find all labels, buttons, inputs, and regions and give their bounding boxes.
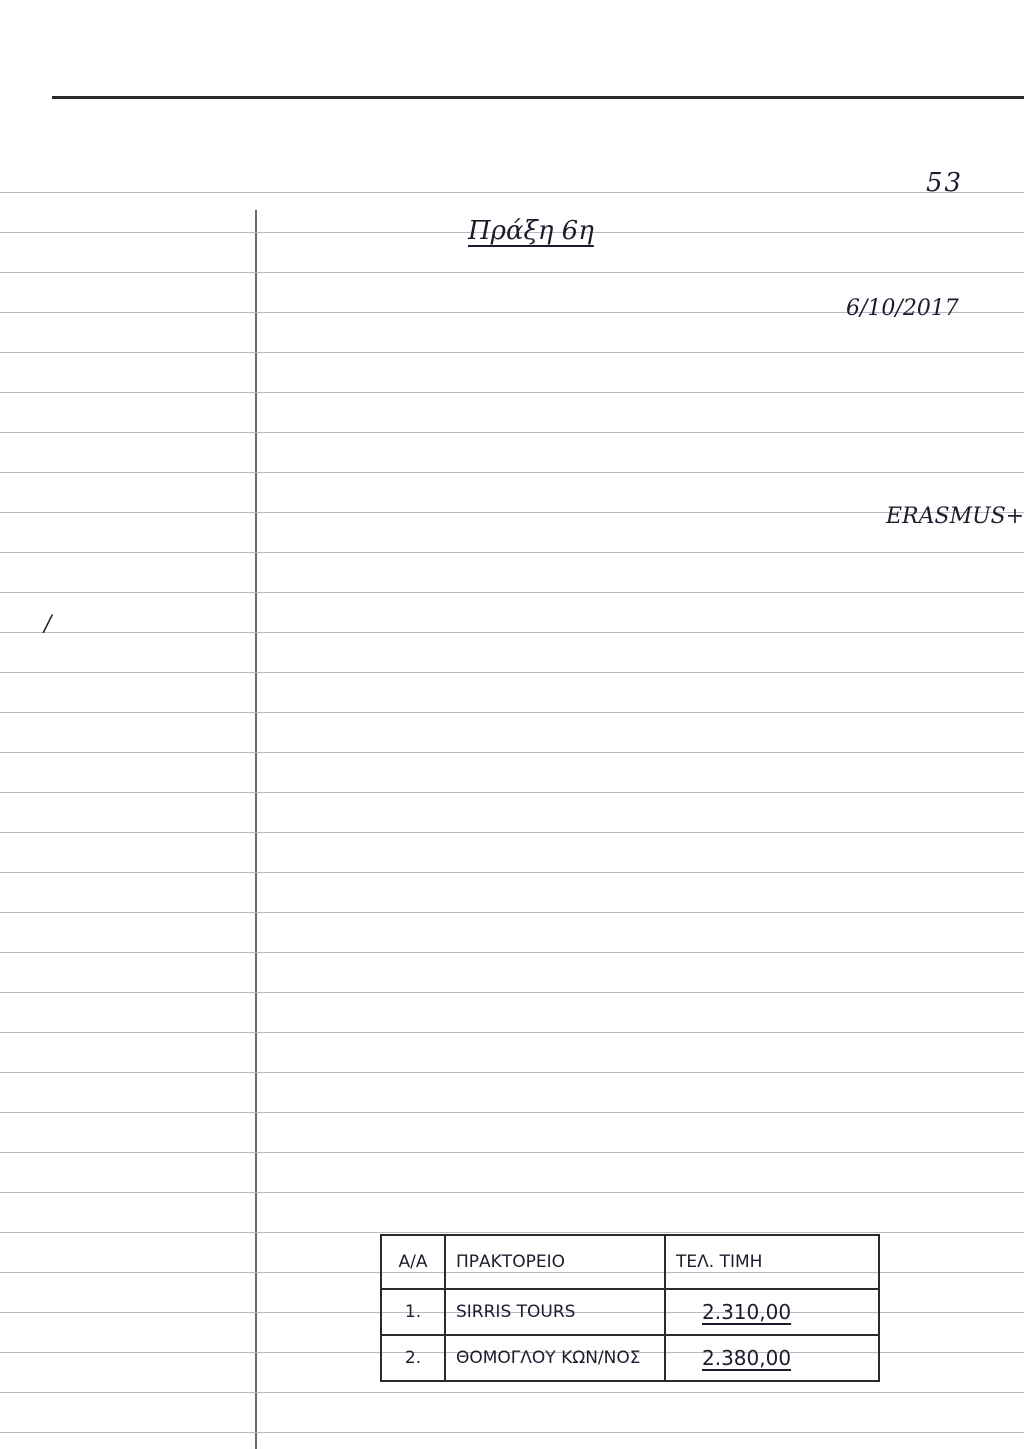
meeting-date: 6/10/2017	[846, 296, 959, 321]
ruled-line	[0, 552, 1024, 553]
ruled-line	[0, 352, 1024, 353]
cell-price: 2.380,00	[665, 1335, 879, 1381]
header-agency: ΠΡΑΚΤΟΡΕΙΟ	[445, 1235, 665, 1289]
ruled-line	[0, 592, 1024, 593]
ruled-line	[0, 832, 1024, 833]
cell-aa: 2.	[381, 1335, 445, 1381]
ruled-line	[0, 912, 1024, 913]
top-rule	[52, 96, 1024, 99]
ruled-line	[0, 872, 1024, 873]
page-title: Πράξη 6η	[468, 216, 594, 246]
ruled-line	[0, 472, 1024, 473]
header-aa: Α/Α	[381, 1235, 445, 1289]
table-row	[381, 1289, 879, 1335]
ruled-line	[0, 1112, 1024, 1113]
table-header-row	[381, 1235, 879, 1289]
ruled-line	[0, 792, 1024, 793]
cell-aa: 1.	[381, 1289, 445, 1335]
page-number: 53	[926, 168, 964, 198]
ruled-line	[0, 192, 1024, 193]
ruled-line	[0, 752, 1024, 753]
ruled-line	[0, 512, 1024, 513]
ruled-line	[0, 432, 1024, 433]
ruled-line	[0, 1392, 1024, 1393]
ruled-line	[0, 672, 1024, 673]
ruled-line	[0, 1232, 1024, 1233]
ruled-line	[0, 712, 1024, 713]
ruled-line	[0, 1152, 1024, 1153]
ruled-line	[0, 392, 1024, 393]
ruled-line	[0, 1032, 1024, 1033]
table-row	[381, 1335, 879, 1381]
margin-rule	[255, 210, 257, 1449]
header-price: ΤΕΛ. ΤΙΜΗ	[665, 1235, 879, 1289]
cell-price: 2.310,00	[665, 1289, 879, 1335]
ruled-line	[0, 1432, 1024, 1433]
erasmus-label: ERASMUS+	[886, 504, 1024, 529]
ruled-line	[0, 1192, 1024, 1193]
ruled-line	[0, 1072, 1024, 1073]
ruled-line	[0, 992, 1024, 993]
margin-mark: /	[44, 612, 52, 637]
cell-agency: SIRRIS TOURS	[445, 1289, 665, 1335]
ruled-line	[0, 952, 1024, 953]
ruled-line	[0, 272, 1024, 273]
cell-agency: ΘΟΜΟΓΛΟΥ ΚΩΝ/ΝΟΣ	[445, 1335, 665, 1381]
ruled-line	[0, 632, 1024, 633]
offers-table	[380, 1234, 880, 1382]
